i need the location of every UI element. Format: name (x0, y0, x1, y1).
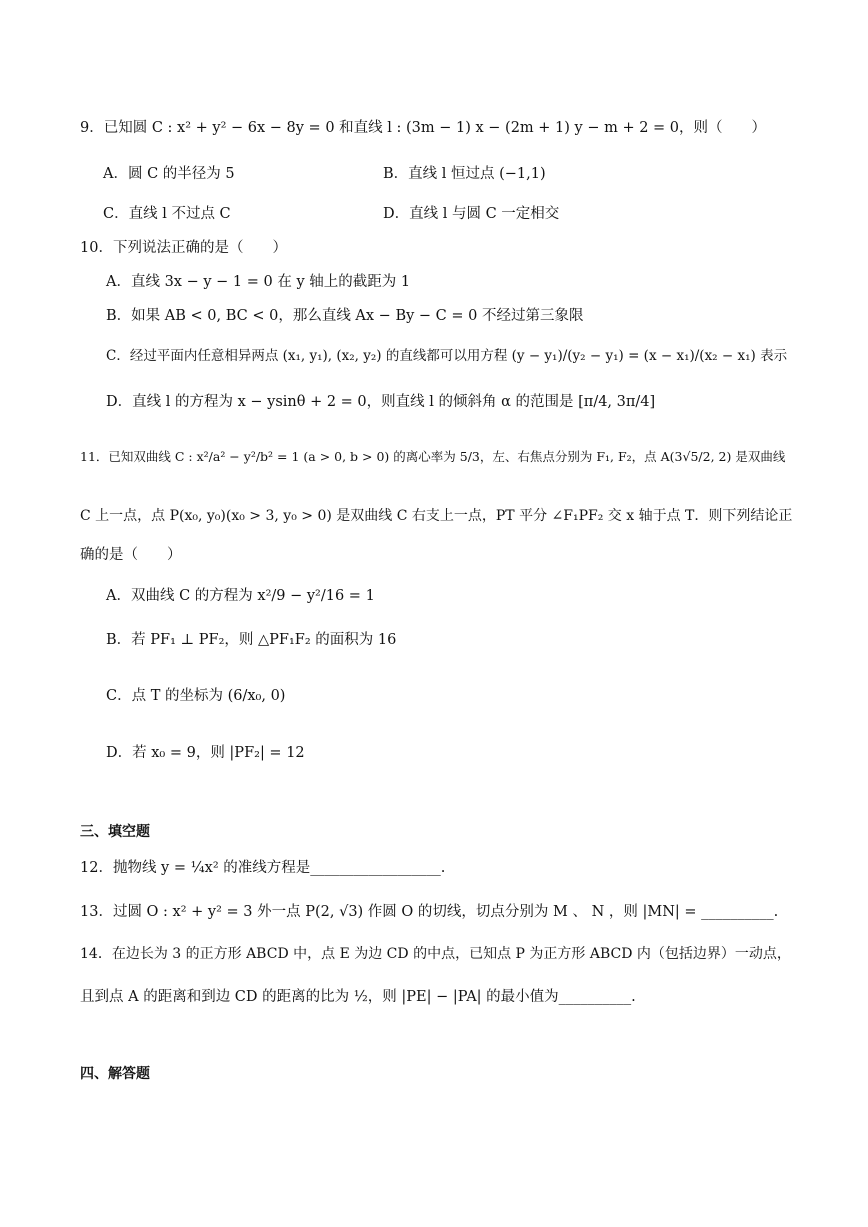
question-9-option-d: D．直线 l 与圆 C 一定相交 (383, 206, 560, 222)
question-13: 13．过圆 O : x² + y² = 3 外一点 P(2, √3) 作圆 O 的切线，切点分别为 M 、 N ，则 |MN| = __________. (80, 904, 779, 920)
question-10-option-d: D．直线 l 的方程为 x − ysinθ + 2 = 0，则直线 l 的倾斜角 α 的范围是 [π/4, 3π/4] (106, 394, 656, 410)
question-14-line2: 且到点 A 的距离和到边 CD 的距离的比为 ½，则 |PE| − |PA| 的最小值为__________. (80, 989, 636, 1005)
question-9-option-c: C．直线 l 不过点 C (103, 206, 231, 222)
question-9-option-b: B．直线 l 恒过点 (−1,1) (383, 166, 546, 182)
question-11-stem-line3: 确的是（ ） (80, 547, 182, 563)
section-heading-solutions: 四、解答题 (80, 1066, 150, 1082)
question-11-stem-line1: 11．已知双曲线 C : x²/a² − y²/b² = 1 (a > 0, b > 0) 的离心率为 5/3，左、右焦点分别为 F₁, F₂，点 A(3√5/2, 2) 是双曲线 (80, 449, 786, 464)
question-9-option-a: A．圆 C 的半径为 5 (103, 166, 235, 182)
question-10-stem: 10．下列说法正确的是（ ） (80, 240, 287, 256)
question-10-option-a: A．直线 3x − y − 1 = 0 在 y 轴上的截距为 1 (106, 274, 411, 290)
question-12: 12．抛物线 y = ¼x² 的准线方程是__________________. (80, 860, 446, 876)
section-heading-fill-in: 三、填空题 (80, 824, 150, 840)
question-10-option-b: B．如果 AB < 0, BC < 0，那么直线 Ax − By − C = 0 不经过第三象限 (106, 308, 584, 324)
question-14-line1: 14．在边长为 3 的正方形 ABCD 中，点 E 为边 CD 的中点，已知点 P 为正方形 ABCD 内（包括边界）一动点， (80, 946, 791, 962)
question-11-option-c: C．点 T 的坐标为 (6/x₀, 0) (106, 688, 286, 704)
question-11-stem-line2: C 上一点，点 P(x₀, y₀)(x₀ > 3, y₀ > 0) 是双曲线 C 右支上一点，PT 平分 ∠F₁PF₂ 交 x 轴于点 T．则下列结论正 (80, 508, 793, 524)
question-11-option-b: B．若 PF₁ ⊥ PF₂，则 △PF₁F₂ 的面积为 16 (106, 632, 397, 648)
question-11-option-a: A．双曲线 C 的方程为 x²/9 − y²/16 = 1 (106, 588, 375, 604)
question-9-stem: 9．已知圆 C : x² + y² − 6x − 8y = 0 和直线 l : (3m − 1) x − (2m + 1) y − m + 2 = 0，则（ ） (80, 120, 767, 136)
question-10-option-c: C．经过平面内任意相异两点 (x₁, y₁), (x₂, y₂) 的直线都可以用方程 (y − y₁)/(y₂ − y₁) = (x − x₁)/(x₂ − x₁) 表示 (106, 348, 788, 364)
question-11-option-d: D．若 x₀ = 9，则 |PF₂| = 12 (106, 745, 305, 761)
